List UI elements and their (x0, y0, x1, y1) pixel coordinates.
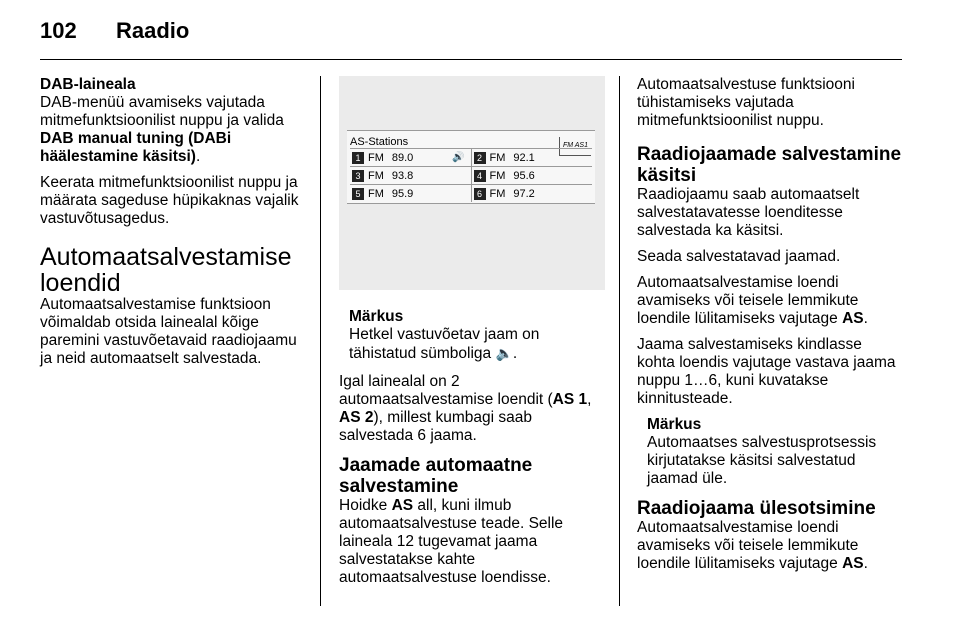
column-divider-2 (619, 76, 620, 606)
screen-band-tab: FM AS1 (559, 137, 591, 156)
speaker-icon: 🔈 (495, 345, 513, 361)
set-stations-paragraph: Seada salvestatavad jaamad. (637, 248, 841, 265)
dab-frequency-paragraph: Keerata mitmefunktsioonilist nuppu ja määrata sageduse hüpikaknas vajalik vastuvõtusagedus. (40, 174, 299, 227)
station-band: FM (368, 169, 384, 182)
auto-save-paragraph (339, 497, 605, 587)
note-body: Hetkel vastuvõetav jaam on tähistatud sümboliga (349, 326, 540, 362)
recall-text: Automaatsalvestamise loendi avamiseks või teisele lemmikute loendile lülitamiseks vajutage (637, 519, 859, 572)
column-2 (339, 76, 605, 595)
as-term: AS (391, 497, 414, 514)
station-preset-1 (350, 149, 471, 166)
station-band: FM (368, 151, 384, 164)
station-preset-5 (350, 185, 471, 202)
dab-heading: DAB-laineala (40, 76, 136, 93)
preset-number: 4 (474, 170, 486, 182)
lists-sep: , (587, 391, 592, 408)
station-band: FM (489, 151, 506, 164)
station-preset-4 (471, 167, 593, 184)
page-number: 102 (40, 18, 77, 43)
note-end: . (512, 345, 518, 362)
lists-text: Igal lainealal on 2 automaatsalvestamise loendit ( (339, 373, 553, 408)
station-grid (350, 148, 592, 202)
station-preset-6 (471, 185, 593, 202)
note-text (349, 326, 605, 363)
preset-number: 6 (474, 188, 486, 200)
preset-number: 1 (352, 152, 364, 164)
note-box (339, 308, 605, 363)
speaker-icon: 🔊 (452, 151, 465, 163)
station-row (350, 166, 592, 184)
station-preset-3 (350, 167, 471, 184)
lists-paragraph (339, 373, 605, 445)
header-rule (40, 59, 902, 60)
as-term: AS (842, 555, 864, 572)
station-band: FM (489, 187, 506, 200)
as-term: AS (842, 310, 864, 327)
note-box (637, 416, 903, 488)
auto-save-text: Hoidke (339, 497, 392, 514)
station-frequency: 92.1 (513, 151, 535, 164)
station-frequency: 93.8 (391, 169, 414, 182)
autostore-paragraph: Automaatsalvestamise funktsioon võimaldab otsida lainealal kõige paremini vastuvõetavaid raadiojaamu ja neid automaatselt salvestada. (40, 296, 297, 367)
note-title: Märkus (647, 416, 702, 433)
column-divider-1 (320, 76, 321, 606)
station-row (350, 148, 592, 166)
radio-display-figure (339, 76, 605, 290)
recall-text-end: . (863, 555, 868, 572)
auto-save-text-end: all, kuni ilmub automaatsalvestuse teade. Selle laineala 12 tugevamat jaama salvestatakse kahte automaatsalvestuse loendisse. (339, 497, 564, 586)
open-list-text: Automaatsalvestamise loendi avamiseks või teisele lemmikute loendile lülitamiseks vajutage (637, 274, 859, 327)
column-3 (637, 76, 903, 581)
dab-paragraph (40, 94, 306, 166)
station-row (350, 184, 592, 202)
autostore-lists-heading: Automaatsalvestamise loendid (40, 243, 292, 297)
open-list-text-end: . (863, 310, 868, 327)
station-frequency: 95.6 (513, 169, 535, 182)
dab-text: DAB-menüü avamiseks vajutada mitmefunktsioonilist nuppu ja valida (40, 94, 284, 129)
manual-save-heading: Raadiojaamade salvestamine käsitsi (637, 144, 902, 186)
lists-text-end: ), millest kumbagi saab salvestada 6 jaama. (339, 409, 532, 444)
station-band: FM (368, 187, 384, 200)
store-position-paragraph: Jaama salvestamiseks kindlasse kohta loendis vajutage vastava jaama nuppu 1…6, kuni kuvatakse kinnitusteade. (637, 336, 896, 407)
dab-manual-tuning-term: DAB manual tuning (DABi häälestamine käsitsi) (40, 130, 232, 165)
station-preset-2 (471, 149, 593, 166)
station-recall-heading: Raadiojaama ülesotsimine (637, 498, 876, 519)
station-frequency: 97.2 (513, 187, 535, 200)
screen-title: AS-Stations (350, 136, 409, 148)
open-list-paragraph (637, 274, 903, 328)
page-header (40, 18, 189, 44)
page-title: Raadio (116, 18, 190, 43)
preset-number: 3 (352, 170, 364, 182)
station-frequency: 95.9 (391, 187, 414, 200)
as2-term: AS 2 (339, 409, 374, 426)
station-frequency: 89.0 (391, 151, 414, 164)
auto-save-heading: Jaamade automaatne salvestamine (339, 455, 533, 497)
as1-term: AS 1 (552, 391, 588, 408)
station-band: FM (489, 169, 506, 182)
recall-paragraph (637, 519, 903, 573)
column-1 (40, 76, 306, 376)
cancel-paragraph: Automaatsalvestuse funktsiooni tühistamiseks vajutada mitmefunktsioonilist nuppu. (637, 76, 855, 129)
as-stations-screen (347, 130, 595, 204)
manual-save-paragraph: Raadiojaamu saab automaatselt salvestatavatesse loenditesse salvestada ka käsitsi. (637, 186, 860, 239)
note-text: Automaatses salvestusprotsessis kirjutatakse käsitsi salvestatud jaamad üle. (647, 434, 877, 487)
preset-number: 5 (352, 188, 364, 200)
note-title: Märkus (349, 308, 404, 325)
dab-text-end: . (195, 148, 201, 165)
preset-number: 2 (474, 152, 486, 164)
